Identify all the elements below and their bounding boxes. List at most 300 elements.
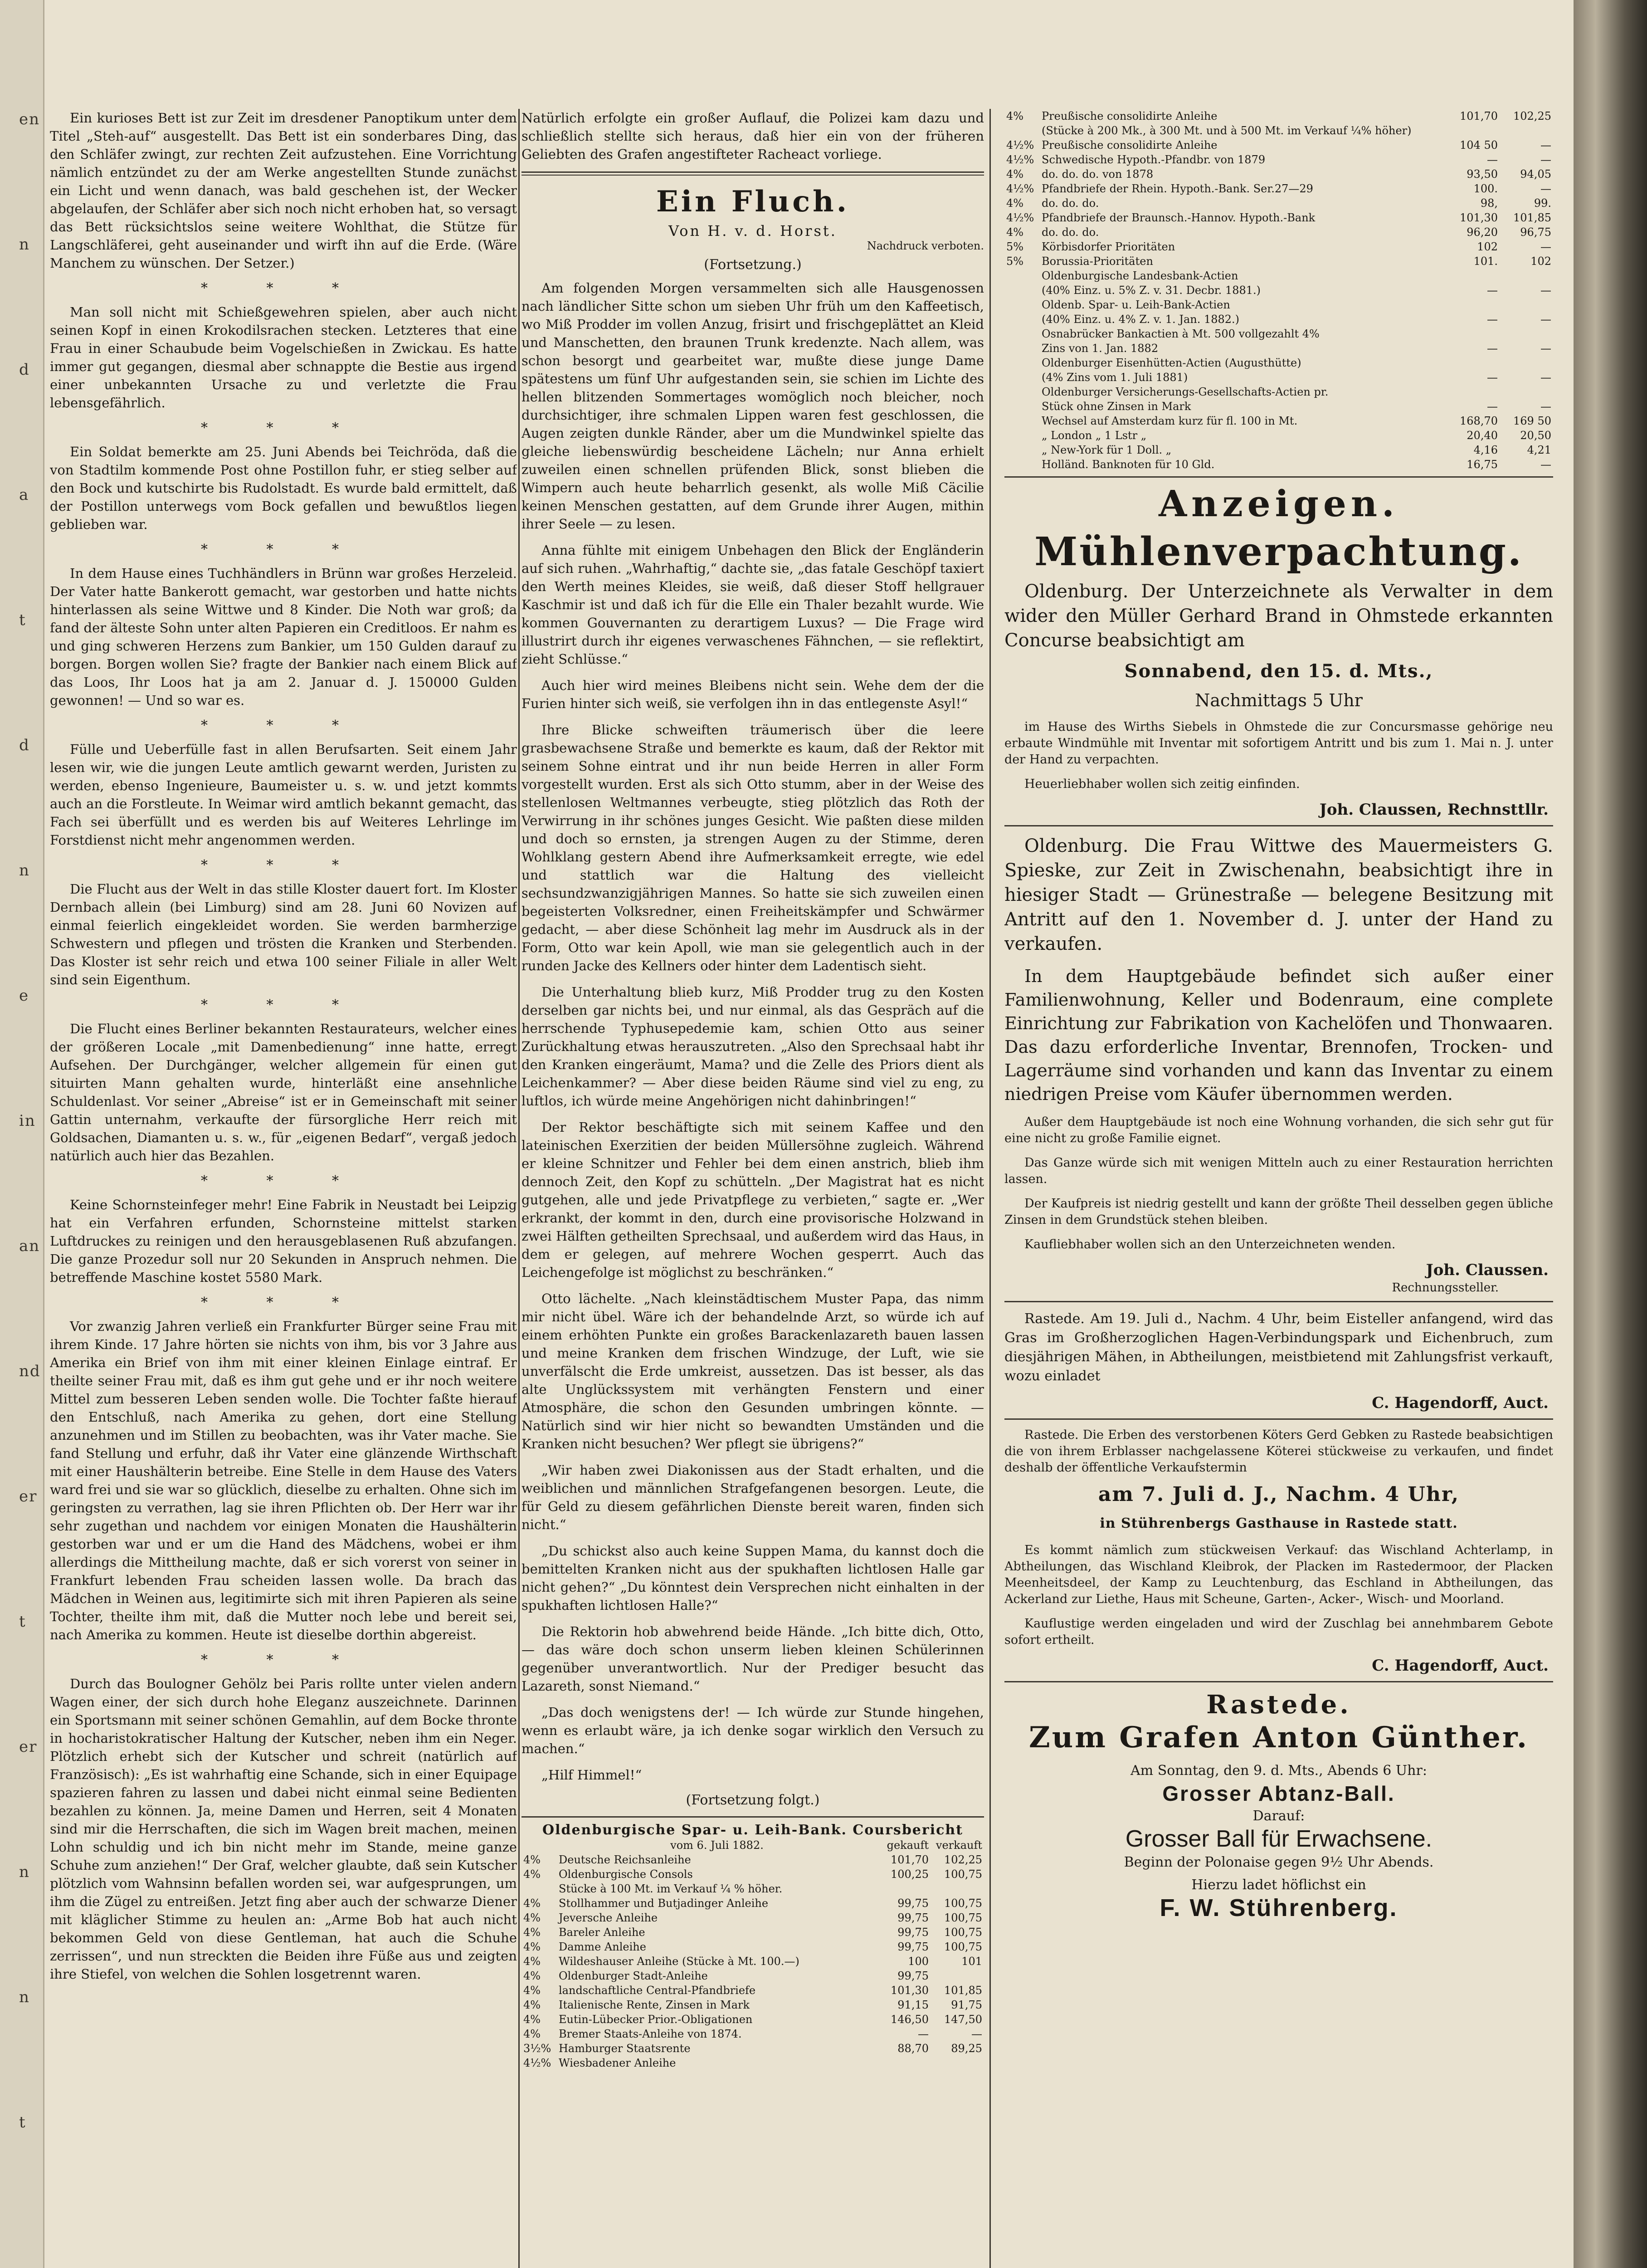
course-ask [1500,327,1553,341]
course-name: Damme Anleihe [559,1941,646,1953]
course-ask: — [1540,371,1551,384]
previous-page-fragment: d [19,736,30,754]
ad-separator [1004,1301,1553,1302]
course-percent [1004,283,1040,298]
column-3 [1004,109,1553,2268]
course-name: Wiesbadener Anleihe [559,2057,676,2069]
course-percent: 4% [1006,110,1024,122]
course-percent: 4% [1006,168,1024,181]
course-row [521,1954,984,1969]
ad5-when: Am Sonntag, den 9. d. Mts., Abends 6 Uhr: [1130,1763,1427,1779]
ad-spieske [1004,834,1553,1295]
course-bid: 99,75 [897,1970,929,1982]
course-ask [1500,356,1553,370]
ad2-role: Rechnungssteller. [1392,1281,1499,1295]
course-name: (Stücke à 200 Mk., à 300 Mt. und à 500 Mt. im Verkauf ¼% höher) [1042,124,1412,137]
ads-top-rule [1004,476,1553,478]
course-name: Stück ohne Zinsen in Mark [1042,400,1191,413]
course-bid: — [918,2028,929,2040]
article-ueberfuelle: Fülle und Ueberfülle fast in allen Berufsarten. Seit einem Jahr lesen wir, wie die jungen Leute amtlich gewarnt werden, Juristen zu werden, ebenso Ingenieure, Baumeister u. s. w. und jetzt kommts auch an die Forstleute. In Weimar wird amtlich bekannt gemacht, das Fach sei überfüllt und es werden bis auf Weiteres Lehrlinge im Forstdienst nicht mehr angenommen werden. [50,742,517,848]
course-percent [1004,341,1040,356]
course-ask [1500,385,1553,399]
bank-report-date: vom 6. Juli 1882. [670,1839,764,1852]
ad5-event1: Grosser Abtanz-Ball. [1162,1782,1395,1805]
course-ask: 99. [1534,197,1551,210]
course-bid [1446,327,1500,341]
course-name: Borussia-Prioritäten [1042,255,1153,268]
ad-separator [1004,1418,1553,1420]
ad2-signature: Joh. Claussen. [1426,1261,1549,1279]
course-name: „ London „ 1 Lstr „ [1042,429,1147,442]
course-ask [1500,123,1553,138]
previous-page-fragment: er [19,1487,38,1505]
course-name: Oldenb. Spar- u. Leih-Bank-Actien [1042,298,1230,311]
course-row [1004,385,1553,399]
course-percent [1004,269,1040,283]
course-ask: 100,75 [944,1911,982,1924]
course-bid [1446,356,1500,370]
course-name: Preußische consolidirte Anleihe [1042,139,1218,152]
previous-page-fragment: n [19,1863,30,1881]
story-paragraph: „Hilf Himmel!“ [541,1767,642,1783]
story-author: Von H. v. d. Horst. [668,222,837,240]
course-ask: — [971,2028,982,2040]
article-postillon: Ein Soldat bemerkte am 25. Juni Abends bei Teichröda, daß die von Stadtilm kommende Post ohne Postillon fuhr, er stieg selber auf den Bock und kutschirte bis Rudolstadt. Es wurde bald ermittelt, daß der Postillon unterwegs vom Bock gefallen und bewußtlos liegen geblieben war. [50,444,517,532]
course-bid: 98, [1480,197,1498,210]
course-ask: 91,75 [951,1999,982,2011]
course-bid: 101,70 [1460,110,1498,122]
course-bid: 104 50 [1460,139,1498,152]
course-percent: 4% [523,1853,541,1866]
ads-heading: Anzeigen. [1159,482,1399,525]
article-sportsmann: Durch das Boulogner Gehölz bei Paris rollte unter vielen andern Wagen einer, der sich durch hohe Eleganz auszeichnete. Darinnen ein Sportsmann mit seiner schönen Gemahlin, auf dem Bocke thronte in hocharistokratischer Haltung der Kutscher, neben ihm ein Neger. Plötzlich erhebt sich der Kutscher und schreit (natürlich auf Französisch): „Es ist wahrhaftig eine Schande, sich in einer Equipage spazieren fahren zu lassen und dabei nicht einmal seine Bedienten bezahlen zu können. Ja, meine Damen und Herren, seit 4 Monaten sind mir die Herrschaften, die sich im Wagen breit machen, meinen Lohn schuldig und ich bin nicht mehr im Stande, meine ganze Schuhe zum anziehen!“ Der Graf, welcher glaubte, daß sein Kutscher plötzlich vom Wahnsinn befallen worden sei, war aufgesprungen, um ihm die Zügel zu entreißen. Jetzt fing aber auch der schwarze Diener mit kläglicher Stimme zu heulen an: „Arme Bob hat auch nicht bekommen Geld von diese Gentleman, hat auch die Schuhe zerrissen“, und nun streckten die Beiden ihre Füße aus und zeigten ihre Stiefel, von welchen die Sohlen losgetrennt waren. [50,1676,517,1982]
course-name: Bareler Anleihe [559,1926,645,1939]
course-percent [1004,298,1040,312]
course-ask: 102,25 [944,1853,982,1866]
story-top-rule-2 [521,175,984,176]
ad4-date: am 7. Juli d. J., Nachm. 4 Uhr, [1098,1483,1460,1506]
course-row [1004,327,1553,341]
ad1-signature: Joh. Claussen, Rechnsttllr. [1319,801,1549,819]
course-row [1004,399,1553,414]
ad2-small4: Kaufliebhaber wollen sich an den Unterzeichneten wenden. [1024,1237,1396,1251]
course-row [1004,225,1553,240]
course-ask [931,2056,984,2070]
story-paragraph: „Wir haben zwei Diakonissen aus der Stadt erhalten, und die weiblichen und männlichen Strafgefangenen besorgen. Leute, die für Geld zu diesem gefährlichen Dienste bereit waren, finden sich nicht.“ [521,1462,984,1532]
course-percent: 4% [523,2013,541,2026]
course-ask: — [1540,284,1551,297]
course-row [1004,123,1553,138]
course-row [1004,443,1553,457]
course-row [1004,414,1553,428]
course-ask: — [1540,153,1551,166]
previous-page-fragment: nd [19,1362,41,1380]
story-paragraph: Otto lächelte. „Nach kleinstädtischem Muster Papa, das nimm mir nicht übel. Wäre ich der behandelnde Arzt, so würde ich auf einem erhöhten Punkte ein großes Barackenlazareth bauen lassen und meine Kranken dem frischen Windzuge, der Luft, wie sie unverfälscht die Erde umkreist, aussetzen. Das ist besser, als das alte Unglückssystem mit verhängten Fenstern und einer Atmosphäre, die schon den Gesunden umbringen könnte. — Natürlich sind wir hier nicht so bewandten Umständen und die Kranken nicht besuchen? Wer pflegt sie übrigens?“ [521,1291,984,1452]
course-percent: 4% [523,1970,541,1982]
course-bid: 99,75 [897,1911,929,1924]
course-row [521,1969,984,1983]
course-row [521,2027,984,2041]
course-percent: 4½% [1006,182,1034,195]
course-ask: 100,75 [944,1868,982,1881]
previous-page-edge [0,0,44,2268]
article-frankfurter: Vor zwanzig Jahren verließ ein Frankfurter Bürger seine Frau mit ihrem Kinde. 17 Jahre hörten sie nichts von ihm, bis vor 3 Jahre aus Amerika ein Brief von ihm mit einer kleinen Einlage eintraf. Er theilte seiner Frau mit, daß es ihm gut gehe und er ihr noch weitere Mittel zum besseren Leben senden wolle. Die Tochter faßte hierauf den Entschluß, nach Amerika zu gehen, dort eine Stellung anzunehmen und im Stillen zu beobachten, was ihr Vater mache. Sie fand Stellung und erfuhr, daß ihr Vater eine glänzende Wirthschaft mit einer Haushälterin betreibe. Eine Stelle in dem Hause des Vaters ward frei und sie war so glücklich, dieselbe zu erhalten. Ohne sich im geringsten zu verrathen, lag sie ihren Pflichten ob. Der Herr war ihr sehr zugethan und nachdem vor einigen Monaten die Haushälterin gestorben war und er um die Hand des Mädchens, wobei er ihm allerdings die Mittheilung machte, daß er sich vorerst von seiner in Frankfurt lebenden Frau scheiden lassen wolle. Da brach das Mädchen in Weinen aus, legitimirte sich mit ihren Papieren als seine Tochter, theilte ihm mit, daß die Mutter noch lebe und bereit sei, nach Amerika zu kommen. Heute ist dieselbe dorthin abgereist. [50,1319,517,1642]
ad4-body: Rastede. Die Erben des verstorbenen Köters Gerd Gebken zu Rastede beabsichtigen die von ihrem Erblasser nachgelassene Köterei stückweise zu verkaufen, und findet deshalb der öffentliche Verkaufstermin [1004,1428,1553,1475]
course-percent [1004,385,1040,399]
course-percent: 5% [1006,255,1024,268]
course-percent: 4½% [1006,139,1034,152]
course-row [1004,356,1553,370]
course-bid: 88,70 [897,2042,929,2055]
courses-table [1004,109,1553,472]
course-row [521,2056,984,2070]
course-row [521,1911,984,1925]
ad-muehlenverpachtung [1004,529,1553,819]
course-row [1004,457,1553,472]
separator-stars: * * * [200,1295,366,1310]
course-row [521,1998,984,2012]
course-name: Oldenburger Versicherungs-Gesellschafts-Actien pr. [1042,386,1329,398]
story-continued: (Fortsetzung.) [704,257,802,273]
course-ask: 102 [1530,255,1551,268]
course-row [521,2012,984,2027]
course-percent: 4% [523,1984,541,1997]
course-percent: 4% [523,1868,541,1881]
course-name: (40% Einz. u. 4% Z. v. 1. Jan. 1882.) [1042,313,1240,326]
course-bid: 100 [908,1955,929,1968]
story-paragraph: „Das doch wenigstens der! — Ich würde zur Stunde hingehen, wenn es erlaubt wäre, ja ich denke sogar wirklich den Versuch zu machen.“ [521,1705,984,1756]
course-ask: 4,21 [1527,444,1551,456]
separator-stars: * * * [200,542,366,557]
course-name: do. do. do. [1042,226,1099,239]
course-name: Stücke à 100 Mt. im Verkauf ¼ % höher. [559,1882,783,1895]
course-row [1004,109,1553,123]
course-ask: 147,50 [944,2013,982,2026]
course-bid: 20,40 [1467,429,1498,442]
course-bid: 100. [1473,182,1498,195]
course-row [1004,428,1553,443]
separator-stars: * * * [200,1173,366,1189]
course-bid: 101,30 [1460,211,1498,224]
course-name: Wechsel auf Amsterdam kurz für fl. 100 in Mt. [1042,415,1298,427]
previous-page-fragment: er [19,1738,38,1756]
separator-stars: * * * [200,280,366,296]
ad1-date: Sonnabend, den 15. d. Mts., [1124,660,1433,682]
course-ask: — [1540,182,1551,195]
story-paragraph: Anna fühlte mit einigem Unbehagen den Blick der Engländerin auf sich ruhen. „Wahrhaftig,“ dachte sie, „das fatale Geschöpf taxiert den Werth meines Kleides, sie weiß, daß dieser Stoff hellgrauer Kaschmir ist und daß ich für die Elle ein Thaler bezahlt wurde. Wie kommen Gouvernanten zu derartigem Luxus? — Die Frage wird illustrirt durch ihr eigenes verwaschenes Fähnchen, — sie reflektirt, zieht Schlüsse.“ [521,543,984,667]
article-krokodil: Man soll nicht mit Schießgewehren spielen, aber auch nicht seinen Kopf in einen Krokodilsrachen stecken. Letzteres that eine Frau in einer Schaubude beim Vogelschießen in Zwickau. Es hatte immer gut gegangen, diesmal aber schnappte die Bestie aus irgend einer unbekannten Ursache zu und verletzte die Frau lebensgefährlich. [50,304,517,411]
course-ask: 101 [961,1955,982,1968]
course-percent [1004,399,1040,414]
course-bid: — [1487,284,1498,297]
ad-gras [1004,1310,1553,1412]
ad4-signature: C. Hagendorff, Auct. [1372,1657,1549,1675]
bank-header-ask: verkauft [936,1839,982,1852]
course-row [521,1925,984,1940]
course-percent: 5% [1006,240,1024,253]
course-ask: 100,75 [944,1941,982,1953]
bank-report-title: Oldenburgische Spar- u. Leih-Bank. Coursbericht [542,1822,964,1838]
course-row [1004,370,1553,385]
course-percent: 3½% [523,2042,551,2055]
course-ask: — [1540,458,1551,471]
course-name: Oldenburgische Landesbank-Actien [1042,269,1238,282]
ad-separator [1004,825,1553,826]
course-name: Zins von 1. Jan. 1882 [1042,342,1159,355]
course-row [521,1983,984,1998]
course-percent: 4% [523,1897,541,1910]
course-row [1004,167,1553,181]
course-bid [877,2056,931,2070]
ad-koeterei [1004,1427,1553,1675]
previous-page-fragment: n [19,1988,30,2006]
story-paragraph: Die Rektorin hob abwehrend beide Hände. „Ich bitte dich, Otto, — das wäre doch schon unserm lieben kleinen Schülerinnen gegenüber unverantwortlich. Nur der Prediger besucht das Lazareth, sonst Niemand.“ [521,1624,984,1694]
ad5-start: Beginn der Polonaise gegen 9½ Uhr Abends. [1124,1854,1434,1870]
course-name: Oldenburger Eisenhütten-Actien (Augusthütte) [1042,357,1301,369]
course-ask: — [1540,342,1551,355]
course-ask: 101,85 [944,1984,982,1997]
previous-page-fragment: n [19,861,30,880]
course-percent: 4% [523,1926,541,1939]
course-row [1004,341,1553,356]
course-name: do. do. do. von 1878 [1042,168,1154,181]
course-row [1004,254,1553,269]
course-ask: 100,75 [944,1926,982,1939]
course-name: do. do. do. [1042,197,1099,210]
article-sportsmann-end: Natürlich erfolgte ein großer Auflauf, die Polizei kam dazu und schließlich stellte sich heraus, daß hier ein von der früheren Geliebten des Grafen angestifteter Racheact vorliege. [521,110,984,162]
column-rule-2 [989,109,991,2268]
previous-page-fragment: t [19,1613,26,1631]
course-name: Pfandbriefe der Rhein. Hypoth.-Bank. Ser.27—29 [1042,182,1313,195]
ad2-small2: Das Ganze würde sich mit wenigen Mitteln auch zu einer Restauration herrichten lassen. [1004,1156,1553,1186]
course-bid: — [1487,342,1498,355]
ad3-signature: C. Hagendorff, Auct. [1372,1394,1549,1412]
course-percent: 4½% [523,2057,551,2069]
previous-page-fragment: n [19,235,30,254]
course-bid: 99,75 [897,1897,929,1910]
course-name: Körbisdorfer Prioritäten [1042,240,1175,253]
ad2-body2: In dem Hauptgebäude befindet sich außer einer Familienwohnung, Keller und Bodenraum, eine complete Einrichtung zur Fabrikation von Kachelöfen und Thonwaaren. Das dazu erforderliche Inventar, Brennofen, Trocken- und Lagerräume sind vorhanden und kann das Inventar zu einem niedrigen Preise vom Käufer übernommen werden. [1004,966,1553,1104]
story-paragraph: Am folgenden Morgen versammelten sich alle Hausgenossen nach ländlicher Sitte schon um sieben Uhr früh um den Kaffeetisch, wo Miß Prodder im vollen Anzug, frisirt und frischgeplättet an Kleid und Manschetten, den braunen Trunk kredenzte. Nach allem, was schon besorgt und gearbeitet war, mußte diese junge Dame spätestens um fünf Uhr aufgestanden sein, sie schien im Lichte des hellen blitzenden Sommertages womöglich noch bleicher, noch durchsichtiger, ihre schmalen Lippen waren fest geschlossen, die Augen zeigten dunkle Ränder, aber um die Mundwinkel spielte das gleiche liebenswürdig bescheidene Lächeln; nur Anna erhielt zuweilen einen schnellen prüfenden Blick, sonst blieben die Wimpern auch heute beharrlich gesenkt, als wolle Miß Cäcilie keinen Menschen gestatten, auf dem Grunde ihrer Augen, mithin ihrer Seele — zu lesen. [521,280,984,532]
course-ask: — [1540,240,1551,253]
course-row [521,1867,984,1882]
course-row [1004,138,1553,152]
course-percent: 4% [523,2028,541,2040]
course-name: Preußische consolidirte Anleihe [1042,110,1218,122]
ad5-then: Darauf: [1252,1808,1305,1824]
article-schornsteinfeger: Keine Schornsteinfeger mehr! Eine Fabrik in Neustadt bei Leipzig hat ein Verfahren erfunden, Schornsteine mittelst starken Luftdruckes zu reinigen und den herausgeblasenen Ruß abzufangen. Die ganze Prozedur soll nur 20 Sekunden in Anspruch nehmen. Die betreffende Maschine kostet 5580 Mark. [50,1197,517,1285]
course-percent [1004,123,1040,138]
column-2 [521,109,984,2268]
course-bid [1446,385,1500,399]
course-ask [1500,269,1553,283]
course-ask: 20,50 [1520,429,1551,442]
course-percent [1004,443,1040,457]
ad5-venue: Zum Grafen Anton Günther. [1028,1721,1529,1755]
previous-page-fragment: t [19,611,26,629]
course-row [521,1882,984,1896]
course-ask: — [1540,139,1551,152]
course-percent: 4% [523,1955,541,1968]
course-bid [1446,298,1500,312]
course-ask [931,1882,984,1896]
course-bid: 101,70 [891,1853,929,1866]
separator-stars: * * * [200,997,366,1013]
story-body [521,279,984,1784]
course-percent [521,1882,557,1896]
separator-stars: * * * [200,420,366,436]
previous-page-fragment: t [19,2113,26,2131]
ad5-invite: Hierzu ladet höflichst ein [1191,1877,1366,1893]
story-top-rule [521,171,984,173]
course-row [1004,210,1553,225]
story-paragraph: Der Rektor beschäftigte sich mit seinem Kaffee und den lateinischen Exerzitien der beiden Müllersöhne zugleich. Während er kleine Schnitzer und Fehler bei dem einen anstrich, blieb ihm dennoch Zeit, den Kopf zu schütteln. „Der Magistrat hat es nicht gutgehen, alle und jede Privatpflege zu verbieten,“ sagte er. „Wer erkrankt, der kommt in den, durch eine provisorische Holzwand in zwei Hälften getheilten Sprechsaal, und außerdem wird das Haus, in dem er gelegen, auf mehrere Wochen gesperrt. Auch das Leichengefolge ist möglichst zu beschränken.“ [521,1119,984,1280]
ad5-place: Rastede. [1206,1690,1351,1720]
previous-page-fragment: in [19,1112,36,1130]
course-bid: 100,25 [891,1868,929,1881]
course-percent: 4% [1006,226,1024,239]
bank-top-rule [521,1816,984,1818]
course-bid: 96,20 [1467,226,1498,239]
course-name: Osnabrücker Bankactien à Mt. 500 vollgezahlt 4% [1042,327,1320,340]
course-ask: 169 50 [1513,415,1551,427]
course-name: Oldenburger Stadt-Anleihe [559,1970,708,1982]
course-name: Deutsche Reichsanleihe [559,1853,691,1866]
course-row [1004,269,1553,283]
course-row [521,2041,984,2056]
course-bid [1446,123,1500,138]
course-percent [1004,370,1040,385]
course-name: Stollhammer und Butjadinger Anleihe [559,1897,769,1910]
course-name: Pfandbriefe der Braunsch.-Hannov. Hypoth.-Bank [1042,211,1316,224]
course-name: (4% Zins vom 1. Juli 1881) [1042,371,1188,384]
story-paragraph: „Du schickst also auch keine Suppen Mama, du kannst doch die bemittelten Kranken nicht aus der spukhaften lichtlosen Halle gar nicht gehen?“ „Du könntest dein Versprechen nicht einhalten in der spukhaften lichtlosen Halle?“ [521,1543,984,1613]
course-row [521,1940,984,1954]
article-kurioses-bett: Ein kurioses Bett ist zur Zeit im dresdener Panoptikum unter dem Titel „Steh-auf“ ausgestellt. Das Bett ist ein sonderbares Ding, das den Schläfer zwingt, zur rechten Zeit aufzustehen. Eine Vorrichtung nämlich entzündet zu der am Werke angestellten Stunde zunächst ein Licht und wenn danach, was bald geschehen ist, der Wecker abgelaufen, der Schläfer aber sich noch nicht erhoben hat, so versagt das Bett rücksichtslos seine weitere Wohlthat, die Stütze für Langschläferei, geht auseinander und wirft ihn auf die Erde. (Wäre Manchem zu wünschen. Der Setzer.) [50,110,517,271]
course-row [1004,240,1553,254]
ad4-place: in Stührenbergs Gasthause in Rastede statt. [1100,1515,1458,1531]
story-paragraph: Ihre Blicke schweiften träumerisch über die leere grasbewachsene Straße und bemerkte es kaum, daß der Rektor mit seinem Sohne eintrat und ihr nun beide Herren in aller Form vorgestellt wurden. Erst als sich Otto stumm, aber in der Weise des stellenlosen Weltmannes verbeugte, stieg plötzlich das Roth der Verwirrung in ihr schönes junges Gesicht. Wie paßten diese milden und doch so ernsten, ja strengen Augen zu der Stimme, deren Wohlklang gestern Abend ihre Aufmerksamkeit erregte, wie edel und stattlich war die Haltung des vielleicht sechsundzwanzigjährigen Mannes. So hatte sie sich zuweilen einen begeisterten Volksredner, einen Freiheitskämpfer und Schwärmer gedacht, — aber diese Schönheit lag mehr im Ausdruck als in der Form, Otto war kein Apoll, wie man sie gelegentlich auch in der runden Jacke des Kellners oder hinter dem Ladentisch sieht. [521,722,984,973]
ad4-detail: Es kommt nämlich zum stückweisen Verkauf: das Wischland Achterlamp, in Abtheilungen, das Wischland Kleibrok, der Placken im Rastedermoor, der Placken Meenheitsdeel, der Kamp zu Leuchtenburg, das Eschland in Abtheilungen, das Ackerland zur Liethe, Haus mit Scheune, Garten-, Acker-, Wisch- und Moorland. [1004,1543,1553,1606]
separator-stars: * * * [200,857,366,873]
course-bid: — [1487,371,1498,384]
course-row [521,1896,984,1911]
course-percent [1004,327,1040,341]
course-row [521,1853,984,1867]
course-percent: 4% [523,1911,541,1924]
previous-page-fragment: d [19,361,30,379]
course-ask: 89,25 [951,2042,982,2055]
course-bid [1446,269,1500,283]
ad-ball [1004,1690,1553,1921]
separator-stars: * * * [200,1652,366,1668]
story-paragraph: Auch hier wird meines Bleibens nicht sein. Wehe dem der die Furien hinter sich weiß, sie verfolgen ihn in das entlegenste Asyl!“ [521,678,984,711]
ad2-body: Oldenburg. Die Frau Wittwe des Mauermeisters G. Spieske, zur Zeit in Zwischenahn, beabsichtigt ihre in hiesiger Stadt — Grünestraße — belegene Besitzung mit Antritt auf den 1. November d. J. unter der Hand zu verkaufen. [1004,836,1553,954]
course-ask: 96,75 [1520,226,1551,239]
article-restaurateur: Die Flucht eines Berliner bekannten Restaurateurs, welcher eines der größeren Locale „mit Damenbedienung“ inne hatte, erregt Aufsehen. Der Durchgänger, welcher allgemein für einen gut situirten Mann gehalten wurde, hinterläßt eine ansehnliche Schuldenlast. Vor seiner „Abreise“ ist er in Gemeinschaft mit seiner Gattin unternahm, verkaufte der fürsorgliche Herr reich mit Goldsachen, Diamanten u. s. w., für „eigenen Bedarf“, vergaß jedoch natürlich auch hier das Bezahlen. [50,1021,517,1163]
course-row [1004,312,1553,327]
previous-page-fragment: an [19,1237,40,1255]
course-percent [1004,457,1040,472]
ad1-title: Mühlenverpachtung. [1034,529,1523,575]
course-ask [931,1969,984,1983]
separator-stars: * * * [200,718,366,733]
course-row [1004,152,1553,167]
course-percent [1004,312,1040,327]
ad5-host: F. W. Stührenberg. [1160,1894,1398,1921]
course-ask: 101,85 [1513,211,1551,224]
course-name: Holländ. Banknoten für 10 Gld. [1042,458,1215,471]
ad4-invite: Kauflustige werden eingeladen und wird der Zuschlag bei annehmbarem Gebote sofort ertheilt. [1004,1617,1553,1647]
course-bid: 99,75 [897,1941,929,1953]
course-bid: — [1487,313,1498,326]
course-ask: 102,25 [1513,110,1551,122]
course-name: Eutin-Lübecker Prior.-Obligationen [559,2013,753,2026]
course-row [1004,283,1553,298]
course-percent [1004,428,1040,443]
course-name: Jeversche Anleihe [559,1911,658,1924]
course-ask: — [1540,313,1551,326]
story-paragraph: Die Unterhaltung blieb kurz, Miß Prodder trug zu den Kosten derselben gar nichts bei, und nur einmal, als das Gespräch auf die herrschende Typhusepedemie kam, schien Otto aus seiner Zurückhaltung etwas herauszutreten. „Also den Sprechsaal habt ihr den Kranken eingeräumt, Mama? und die Zelle des Priors dient als Leichenkammer? — Aber diese beiden Räume sind viel zu eng, zu luftlos, ich würde meine Angehörigen nicht dahinbringen!“ [521,984,984,1109]
course-name: landschaftliche Central-Pfandbriefe [559,1984,756,1997]
course-name: Schwedische Hypoth.-Pfandbr. von 1879 [1042,153,1266,166]
ad1-time: Nachmittags 5 Uhr [1195,690,1363,710]
course-percent [1004,414,1040,428]
previous-page-fragment: e [19,987,29,1005]
reprint-note: Nachdruck verboten. [867,240,984,252]
course-ask: — [1540,400,1551,413]
course-name: Italienische Rente, Zinsen in Mark [559,1999,750,2011]
course-bid: 168,70 [1460,415,1498,427]
bank-report-table [521,1838,984,2070]
course-ask [1500,298,1553,312]
course-ask: 100,75 [944,1897,982,1910]
previous-page-fragment: a [19,486,29,504]
course-name: Oldenburgische Consols [559,1868,693,1881]
course-percent: 4% [523,1999,541,2011]
course-ask: 94,05 [1520,168,1551,181]
course-name: „ New-York für 1 Doll. „ [1042,444,1172,456]
story-to-be-continued: (Fortsetzung folgt.) [686,1792,820,1808]
story-title: Ein Fluch. [656,185,849,219]
ad3-body: Rastede. Am 19. Juli d., Nachm. 4 Uhr, beim Eisteller anfangend, wird das Gras im Großherzoglichen Hagen-Verbindungspark und Eichenbruch, zum diesjährigen Mähen, in Abtheilungen, meistbietend mit Zahlungsfrist verkauft, wozu einladet [1004,1311,1553,1384]
course-name: Hamburger Staatsrente [559,2042,691,2055]
course-name: (40% Einz. u. 5% Z. v. 31. Decbr. 1881.) [1042,284,1261,297]
course-percent: 4½% [1006,211,1034,224]
course-row [1004,196,1553,210]
course-bid: 4,16 [1473,444,1498,456]
course-bid: — [1487,153,1498,166]
ad1-body: Oldenburg. Der Unterzeichnete als Verwalter in dem wider den Müller Gerhard Brand in Ohmstede erkannten Concurse beabsichtigt am [1004,581,1553,651]
course-bid: 146,50 [891,2013,929,2026]
course-bid: 93,50 [1467,168,1498,181]
course-bid: 102 [1477,240,1498,253]
previous-page-fragment: en [19,110,40,128]
article-herzeleid: In dem Hause eines Tuchhändlers in Brünn war großes Herzeleid. Der Vater hatte Bankerott gemacht, war gestorben und hatte nichts hinterlassen als seine Wittwe und 8 Kinder. Die Noth war groß; da fand der älteste Sohn unter alten Papieren ein Creditloos. Er nahm es und ging schweren Herzens zum Bankier, um 150 Gulden darauf zu borgen. Borgen wollen Sie? fragte der Bankier nach einem Blick auf das Loos, Ihr Loos hat ja am 2. Januar d. J. 150000 Gulden gewonnen! — Und so war es. [50,566,517,708]
course-bid: 99,75 [897,1926,929,1939]
course-bid: 101,30 [891,1984,929,1997]
course-bid: 101. [1473,255,1498,268]
course-percent [1004,356,1040,370]
course-bid: 91,15 [897,1999,929,2011]
book-spine-shadow [1574,0,1647,2268]
course-row [1004,181,1553,196]
course-row [1004,298,1553,312]
course-percent: 4½% [1006,153,1034,166]
course-name: Wildeshauser Anleihe (Stücke à Mt. 100.—) [559,1955,799,1968]
ad2-small3: Der Kaufpreis ist niedrig gestellt und kann der größte Theil desselben gegen übliche Zinsen in dem Grundstück stehen bleiben. [1004,1197,1553,1227]
course-name: Bremer Staats-Anleihe von 1874. [559,2028,742,2040]
